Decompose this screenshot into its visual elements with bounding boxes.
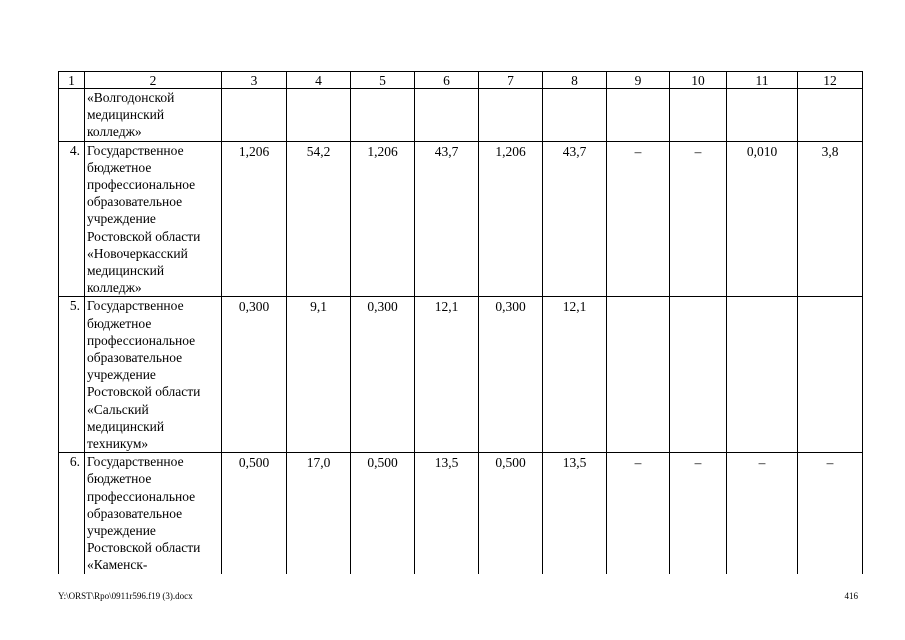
table-cell: –: [670, 453, 727, 574]
table-cell: –: [798, 453, 863, 574]
column-header: 1: [59, 72, 85, 89]
table-cell: –: [727, 453, 798, 574]
table-cell: –: [607, 453, 670, 574]
column-header: 11: [727, 72, 798, 89]
table-cell: 0,300: [479, 297, 543, 453]
column-header: 8: [543, 72, 607, 89]
table-cell: 0,300: [222, 297, 287, 453]
table-cell: [287, 89, 351, 142]
column-header: 6: [415, 72, 479, 89]
institution-name: Государственное бюджетное профессиональное образовательное учреждение Ростовской области «Новочеркасский медицинский колледж»: [85, 141, 222, 297]
row-number: 4.: [59, 141, 85, 297]
table-header-row: [59, 72, 863, 89]
institution-name: Государственное бюджетное профессиональное образовательное учреждение Ростовской области «Каменск-: [85, 453, 222, 574]
table-cell: 1,206: [351, 141, 415, 297]
table-cell: 12,1: [543, 297, 607, 453]
column-header: 5: [351, 72, 415, 89]
column-header: 3: [222, 72, 287, 89]
table-cell: 12,1: [415, 297, 479, 453]
row-number: 5.: [59, 297, 85, 453]
institution-name: Государственное бюджетное профессиональное образовательное учреждение Ростовской области «Сальский медицинский техникум»: [85, 297, 222, 453]
table-cell: [798, 297, 863, 453]
table-cell: 1,206: [222, 141, 287, 297]
table-cell: 43,7: [415, 141, 479, 297]
table-cell: 17,0: [287, 453, 351, 574]
table-cell: 43,7: [543, 141, 607, 297]
table-cell: [727, 297, 798, 453]
column-header: 9: [607, 72, 670, 89]
column-header: 10: [670, 72, 727, 89]
table-cell: [415, 89, 479, 142]
table-cell: 0,500: [222, 453, 287, 574]
table-cell: 3,8: [798, 141, 863, 297]
table-cell: 13,5: [543, 453, 607, 574]
table-cell: 0,300: [351, 297, 415, 453]
row-number: 6.: [59, 453, 85, 574]
table-cell: 0,010: [727, 141, 798, 297]
table-cell: 54,2: [287, 141, 351, 297]
table-cell: 0,500: [479, 453, 543, 574]
table-cell: [670, 89, 727, 142]
footer-file-path: Y:\ORST\Rpo\0911r596.f19 (3).docx: [58, 591, 193, 601]
table-row: [59, 297, 863, 453]
table-cell: 0,500: [351, 453, 415, 574]
table-cell: [607, 297, 670, 453]
table-cell: 9,1: [287, 297, 351, 453]
data-table: [58, 71, 863, 574]
table-cell: [607, 89, 670, 142]
table-row: [59, 453, 863, 574]
institution-name: «Волгодонской медицинский колледж»: [85, 89, 222, 142]
table-cell: [798, 89, 863, 142]
column-header: 7: [479, 72, 543, 89]
table-row: [59, 141, 863, 297]
footer-page-number: 416: [844, 591, 858, 601]
table-row: [59, 89, 863, 142]
table-cell: –: [670, 141, 727, 297]
column-header: 12: [798, 72, 863, 89]
column-header: 4: [287, 72, 351, 89]
table-cell: [670, 297, 727, 453]
table-cell: [222, 89, 287, 142]
table-cell: [351, 89, 415, 142]
table-cell: [727, 89, 798, 142]
table-cell: 13,5: [415, 453, 479, 574]
row-number: [59, 89, 85, 142]
table-cell: –: [607, 141, 670, 297]
table-cell: [479, 89, 543, 142]
column-header: 2: [85, 72, 222, 89]
table-cell: [543, 89, 607, 142]
table-cell: 1,206: [479, 141, 543, 297]
